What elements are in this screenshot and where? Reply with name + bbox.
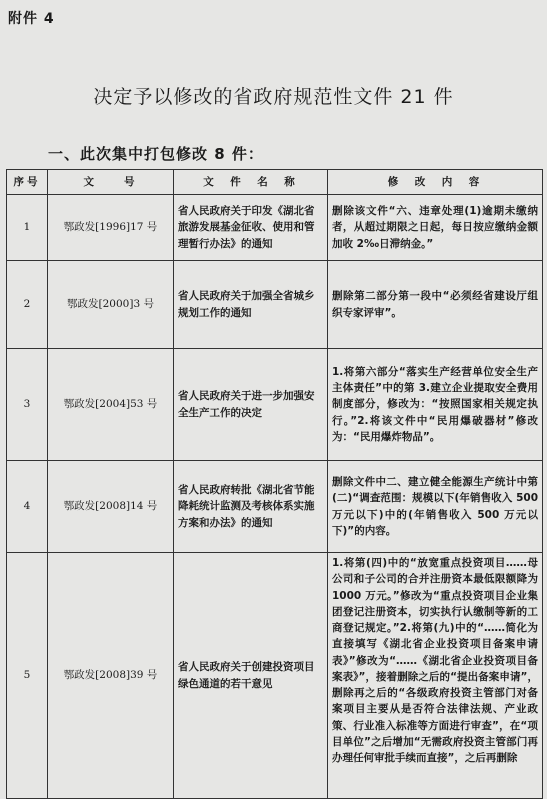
attachment-label: 附件 4 bbox=[8, 11, 55, 27]
row-doc-number: 鄂政发[2000]3 号 bbox=[48, 261, 174, 349]
row-doc-number: 鄂政发[2008]39 号 bbox=[48, 553, 174, 799]
header-doc-name: 文 件 名 称 bbox=[174, 170, 328, 195]
header-no: 序号 bbox=[7, 170, 48, 195]
table-header-row bbox=[7, 170, 543, 195]
row-doc-name: 省人民政府转批《湖北省节能降耗统计监测及考核体系实施方案和办法》的通知 bbox=[174, 461, 328, 553]
row-doc-name: 省人民政府关于创建投资项目绿色通道的若干意见 bbox=[174, 553, 328, 799]
row-content: 删除文件中二、建立健全能源生产统计中第(二)“调查范围：规模以下(年销售收入 500 万元以下)中的(年销售收入 500 万元以下)”的内容。 bbox=[328, 461, 543, 553]
row-no: 2 bbox=[7, 261, 48, 349]
row-doc-number: 鄂政发[2008]14 号 bbox=[48, 461, 174, 553]
row-no: 4 bbox=[7, 461, 48, 553]
row-content: 1.将第六部分“落实生产经营单位安全生产主体责任”中的第 3.建立企业提取安全费用制度部分，修改为：“按照国家相关规定执行。”2.将该文件中“民用爆破器材”修改为：“民用爆炸物品”。 bbox=[328, 349, 543, 461]
table-row bbox=[7, 195, 543, 261]
row-no: 3 bbox=[7, 349, 48, 461]
row-doc-name: 省人民政府关于加强全省城乡规划工作的通知 bbox=[174, 261, 328, 349]
row-no: 1 bbox=[7, 195, 48, 261]
header-doc-number: 文 号 bbox=[48, 170, 174, 195]
row-content-text: 1.将第(四)中的“放宽重点投资项目……母公司和子公司的合并注册资本最低限额降为 1000 万元。”修改为“重点投资项目企业集团登记注册资本，切实执行认缴制等新的工商登记规定。”2.将第(九)中的“……简化为直接填写《湖北省企业投资项目备案申请表》”修改为“……《湖北省企业投资项目备案表》”，接着删除之后的“提出备案申请”，删除再之后的“各级政府投资主管部门对备案项目主要从是否符合法律法规、产业政策、行业准入标准等方面进行审查”，在“项目单位”之后增加“无需政府投资主管部门再办理任何审批手续而直接”，之后再删除 bbox=[332, 557, 538, 765]
header-content: 修 改 内 容 bbox=[328, 170, 543, 195]
section-heading: 一、此次集中打包修改 8 件： bbox=[48, 145, 264, 163]
table-row bbox=[7, 261, 543, 349]
row-content: 删除第二部分第一段中“必须经省建设厅组织专家评审”。 bbox=[328, 261, 543, 349]
row-doc-name: 省人民政府关于进一步加强安全生产工作的决定 bbox=[174, 349, 328, 461]
row-doc-name: 省人民政府关于印发《湖北省旅游发展基金征收、使用和管理暂行办法》的通知 bbox=[174, 195, 328, 261]
table-row bbox=[7, 553, 543, 799]
document-title: 决定予以修改的省政府规范性文件 21 件 bbox=[93, 86, 454, 108]
revision-table bbox=[6, 169, 543, 799]
row-content: 删除该文件“六、违章处理(1)逾期未缴纳者，从超过期限之日起，每日按应缴纳金额加收 2‰日滞纳金。” bbox=[328, 195, 543, 261]
table-row bbox=[7, 461, 543, 553]
row-no: 5 bbox=[7, 553, 48, 799]
row-doc-number: 鄂政发[1996]17 号 bbox=[48, 195, 174, 261]
table-row bbox=[7, 349, 543, 461]
row-doc-number: 鄂政发[2004]53 号 bbox=[48, 349, 174, 461]
row-content bbox=[328, 553, 543, 799]
